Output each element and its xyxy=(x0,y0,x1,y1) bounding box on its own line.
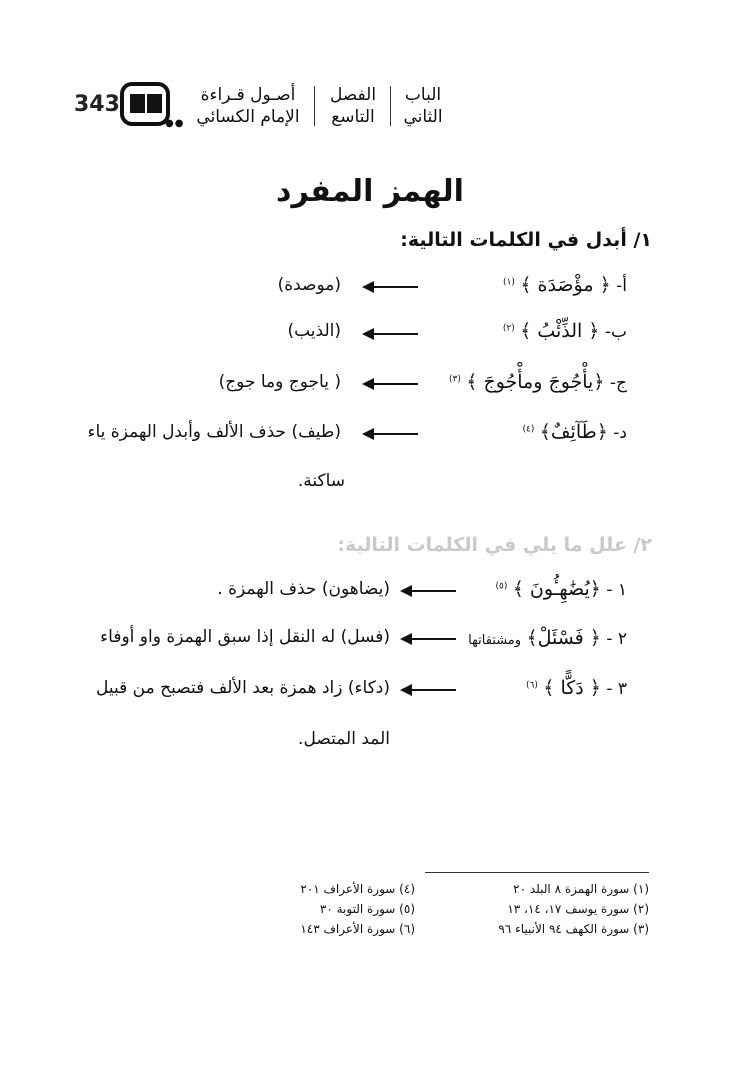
word-note: ومشتقاتها xyxy=(468,633,522,648)
footnote-ref: (٢) xyxy=(502,323,515,334)
item-label: ب- xyxy=(604,322,627,342)
page-number: 343 xyxy=(74,92,120,117)
quran-word: ﴿ دَكًّا ﴾ xyxy=(543,677,601,699)
book-title-line2: الإمام الكسائي xyxy=(196,107,300,127)
chapter-line2: التاسع xyxy=(331,107,375,127)
footnote: (٦) سورة الأعراف ١٤٣ xyxy=(300,922,415,936)
footnote: (٣) سورة الكهف ٩٤ الأنبياء ٩٦ xyxy=(498,922,649,936)
result-text: (موصدة) xyxy=(277,275,341,295)
page-title: الهمز المفرد xyxy=(276,174,464,209)
book-title xyxy=(186,84,310,128)
arrow-icon xyxy=(402,590,456,592)
footnote: (١) سورة الهمزة ٨ البلد ٢٠ xyxy=(513,882,649,896)
arrow-icon xyxy=(364,433,418,435)
result-text: (فسل) له النقل إذا سبق الهمزة واو أوفاء xyxy=(100,627,390,647)
chapter-line1: الفصل xyxy=(329,85,377,105)
exercise1-item xyxy=(522,421,627,443)
exercise1-heading: ١/ أبدل في الكلمات التالية: xyxy=(400,229,652,251)
footnote-ref: (٥) xyxy=(495,581,508,592)
result-text: (يضاهون) حذف الهمزة . xyxy=(217,579,390,599)
exercise1-item xyxy=(503,274,627,296)
section-line1: الباب xyxy=(404,85,442,105)
footnote: (٥) سورة التوبة ٣٠ xyxy=(319,902,415,916)
book-title-line1: أصـول قـراءة xyxy=(200,85,296,105)
item-label: ٣ - xyxy=(606,679,627,699)
arrow-icon xyxy=(364,383,418,385)
arrow-icon xyxy=(364,286,418,288)
exercise2-item xyxy=(495,578,627,600)
footnotes-right xyxy=(498,879,649,939)
chapter-label xyxy=(320,84,386,128)
quran-word: ﴿ مؤْصَدَة ﴾ xyxy=(520,274,611,296)
quran-word: ﴿يُضَٰهِـُٔونَ ﴾ xyxy=(512,578,601,600)
section-label xyxy=(396,84,450,128)
footnote: (٢) سورة يوسف ١٧، ١٤، ١٣ xyxy=(507,902,649,916)
result-continuation: ساكنة. xyxy=(297,471,345,491)
item-label: د- xyxy=(613,423,627,443)
arrow-icon xyxy=(402,638,456,640)
footnote-divider xyxy=(425,872,649,873)
quran-word: ﴿يأْجُوجَ ومأْجُوجَ ﴾ xyxy=(466,371,605,393)
exercise1-item xyxy=(503,320,627,342)
result-text: ( ياجوج وما جوج) xyxy=(218,372,341,392)
header-divider xyxy=(314,86,315,126)
footnote-ref: (٦) xyxy=(525,680,538,691)
arrow-icon xyxy=(364,333,418,335)
result-text: (دكاء) زاد همزة بعد الألف فتصبح من قبيل xyxy=(96,678,390,698)
footnote-ref: (٤) xyxy=(522,424,535,435)
result-text: (الذيب) xyxy=(287,321,341,341)
footnote-ref: (٣) xyxy=(448,374,461,385)
item-label: ٢ - xyxy=(606,629,627,649)
section-line2: الثاني xyxy=(403,107,443,127)
result-text: (طيف) حذف الألف وأبدل الهمزة ياء xyxy=(87,422,341,442)
item-label: أ- xyxy=(616,276,627,296)
exercise2-heading: ٢/ علل ما يلي في الكلمات التالية: xyxy=(337,534,652,556)
footnotes-left xyxy=(300,879,415,939)
footnote: (٤) سورة الأعراف ٢٠١ xyxy=(300,882,415,896)
item-label: ج- xyxy=(609,373,627,393)
exercise2-item xyxy=(526,677,627,699)
quran-word: ﴿ الذِّئْبُ ﴾ xyxy=(520,320,600,342)
arrow-icon xyxy=(402,689,456,691)
footnote-ref: (١) xyxy=(503,277,515,288)
exercise1-item xyxy=(449,371,627,393)
header-divider xyxy=(390,86,391,126)
result-continuation: المد المتصل. xyxy=(298,729,390,749)
item-label: ١ - xyxy=(606,580,627,600)
exercise2-item xyxy=(468,627,627,649)
quran-word: ﴿طَآئِفٌ﴾ xyxy=(539,421,608,443)
quran-word: ﴿ فَسْئَلْ﴾ xyxy=(526,627,601,649)
